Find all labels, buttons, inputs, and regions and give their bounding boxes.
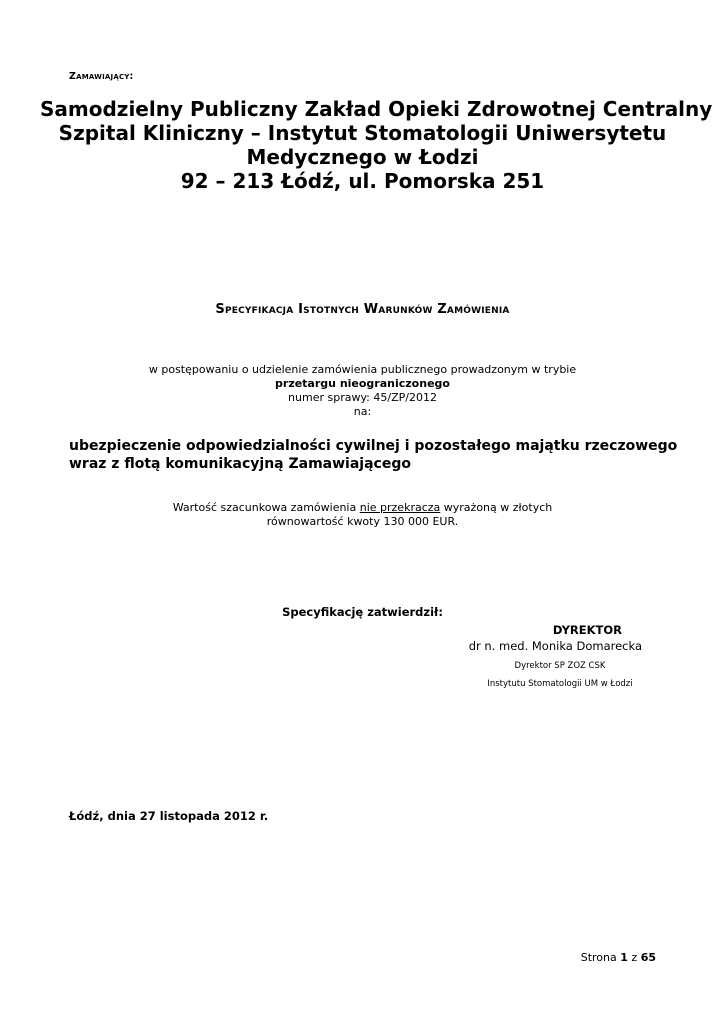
approval-label: Specyfikację zatwierdził: [282, 605, 443, 619]
estimated-value-text-2: wyrażoną w złotych [440, 501, 553, 514]
order-subject-line-1: ubezpieczenie odpowiedzialności cywilnej i pozostałego majątku rzeczowego [69, 438, 678, 454]
estimated-value-line-1 [40, 501, 685, 515]
document-title: Specyfikacja Istotnych Warunków Zamówienia [215, 302, 510, 317]
page-of: z [627, 951, 641, 964]
buyer-address: 92 – 213 Łódź, ul. Pomorska 251 [180, 169, 545, 193]
page-number [581, 951, 656, 964]
order-subject-line-2: wraz z flotą komunikacyjną Zamawiającego [69, 456, 411, 472]
buyer-name-line-1: Samodzielny Publiczny Zakład Opieki Zdrowotnej Centralny [40, 97, 713, 121]
case-number: numer sprawy: 45/ZP/2012 [288, 391, 437, 404]
place-and-date: Łódź, dnia 27 listopada 2012 r. [69, 809, 269, 823]
procedure-on: na: [353, 405, 372, 418]
procedure-block [40, 363, 685, 419]
buyer-name-line-2: Szpital Kliniczny – Instytut Stomatologii Uniwersytetu [58, 121, 667, 145]
signature-block [460, 622, 660, 690]
signatory-role-1: Dyrektor SP ZOZ CSK [514, 661, 606, 671]
estimated-value-text-1: Wartość szacunkowa zamówienia [172, 501, 360, 514]
estimated-value-block [40, 501, 685, 529]
estimated-value-line-2: równowartość kwoty 130 000 EUR. [266, 515, 459, 528]
procedure-mode: przetargu nieograniczonego [275, 377, 450, 390]
buyer-label: Zamawiający: [69, 71, 134, 82]
buyer-name-block [40, 97, 713, 193]
page-total: 65 [640, 951, 656, 964]
signatory-title: DYREKTOR [552, 623, 622, 637]
estimated-value-underlined: nie przekracza [359, 501, 441, 514]
signatory-name: dr n. med. Monika Domarecka [468, 639, 642, 653]
order-subject [69, 437, 678, 473]
page-label: Strona [580, 951, 621, 964]
signatory-role-2: Instytutu Stomatologii UM w Łodzi [487, 679, 633, 689]
page-current: 1 [620, 951, 628, 964]
procedure-intro: w postępowaniu o udzielenie zamówienia publicznego prowadzonym w trybie [148, 363, 577, 376]
buyer-name-line-3: Medycznego w Łodzi [246, 145, 479, 169]
